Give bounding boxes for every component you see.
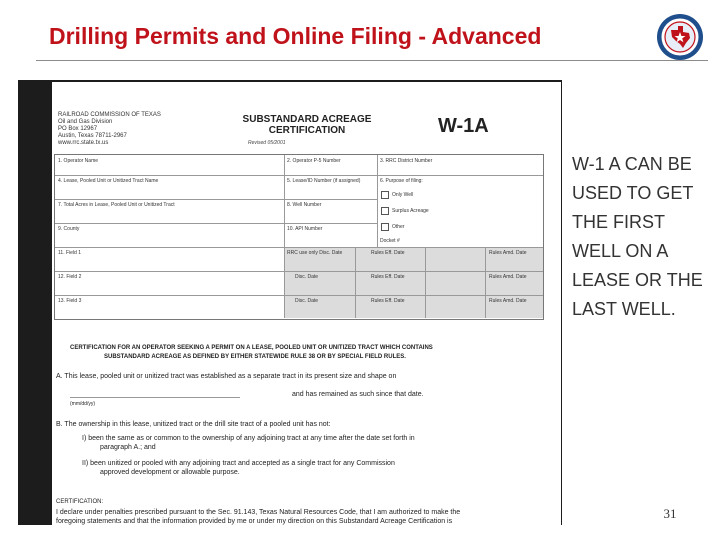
- field-total-acres: 7. Total Acres in Lease, Pooled Unit or Unitized Tract: [58, 202, 175, 208]
- field-2-label: 12. Field 2: [58, 274, 82, 280]
- field-operator-name: 1. Operator Name: [58, 158, 99, 164]
- grid-rule: [55, 271, 543, 272]
- field-purpose: 6. Purpose of filing:: [380, 178, 423, 184]
- certification-label: CERTIFICATION:: [56, 499, 104, 505]
- certification-heading: CERTIFICATION FOR AN OPERATOR SEEKING A PERMIT ON A LEASE, POOLED UNIT OR UNITIZED TRACT WHICH CONTAINS: [70, 345, 433, 351]
- disc-date-label: Disc. Date: [295, 298, 319, 304]
- grid-rule: [355, 247, 356, 318]
- grid-rule: [55, 223, 377, 224]
- agency-line: PO Box 12967: [58, 126, 98, 132]
- field-3-label: 13. Field 3: [58, 298, 82, 304]
- field-district: 3. RRC District Number: [380, 158, 433, 164]
- docket-label: Docket #: [380, 238, 400, 244]
- item-a-text: A. This lease, pooled unit or unitized tract was established as a separate tract in its present size and shape on: [56, 373, 397, 380]
- grid-rule: [55, 247, 543, 248]
- certification-text-cont: foregoing statements and that the information provided by me or under my direction on this Substandard Acreage Certification is: [56, 518, 453, 525]
- slide-title: Drilling Permits and Online Filing - Advanced: [49, 23, 542, 49]
- railroad-commission-seal-icon: [656, 13, 704, 61]
- slide-number: 31: [663, 506, 677, 521]
- item-b1-text: I) been the same as or common to the ownership of any adjoining tract at any time after the date set forth in: [82, 435, 415, 442]
- grid-rule: [55, 295, 543, 296]
- agency-line: www.rrc.state.tx.us: [58, 140, 109, 146]
- agency-line: RAILROAD COMMISSION OF TEXAS: [58, 112, 161, 118]
- grid-rule: [377, 155, 378, 247]
- grid-rule: [284, 155, 285, 318]
- surplus-acreage-checkbox: [381, 207, 389, 215]
- agency-address: [58, 112, 161, 147]
- rules-amd-date-label: Rules Amd. Date: [489, 298, 527, 304]
- form-id: W-1A: [438, 115, 489, 137]
- only-well-checkbox: [381, 191, 389, 199]
- surplus-acreage-label: Surplus Acreage: [392, 208, 429, 214]
- item-b-text: B. The ownership in this lease, unitized tract or the drill site tract of a pooled unit has not:: [56, 421, 331, 428]
- w1a-form-document: [52, 82, 561, 525]
- rules-eff-date-label: Rules Eff. Date: [371, 298, 405, 304]
- form-fields-grid: [54, 154, 544, 320]
- other-checkbox: [381, 223, 389, 231]
- form-heading-line1: SUBSTANDARD ACREAGE: [242, 114, 372, 125]
- rules-amd-date-label: Rules Amd. Date: [489, 274, 527, 280]
- form-heading-line2: CERTIFICATION: [268, 125, 346, 136]
- disc-date-label: Disc. Date: [295, 274, 319, 280]
- field-well-number: 8. Well Number: [287, 202, 322, 208]
- item-b2-continued: approved development or allowable purpose.: [100, 469, 240, 476]
- field-operator-p5: 2. Operator P-5 Number: [287, 158, 341, 164]
- form-heading: [222, 114, 392, 136]
- certification-text: I declare under penalties prescribed pursuant to the Sec. 91.143, Texas Natural Resources Code, that I am authorized to make the: [56, 509, 461, 516]
- rrc-use-shaded-area: [284, 247, 543, 318]
- agency-line: Austin, Texas 78711-2967: [58, 133, 127, 139]
- date-format-hint: (mm/dd/yy): [70, 401, 95, 407]
- only-well-label: Only Well: [392, 192, 414, 198]
- rrc-use-disc-date: RRC use only Disc. Date: [287, 250, 343, 256]
- date-blank-line: [70, 397, 240, 398]
- revision-date: Revised 05/2001: [248, 140, 286, 146]
- grid-rule: [425, 247, 426, 318]
- field-county: 9. County: [58, 226, 80, 232]
- field-1-label: 11. Field 1: [58, 250, 81, 256]
- item-a-continued: and has remained as such since that date.: [292, 391, 424, 398]
- field-lease-id: 5. Lease/ID Number (if assigned): [287, 178, 361, 184]
- other-label: Other: [392, 224, 405, 230]
- field-api-number: 10. API Number: [287, 226, 323, 232]
- rules-eff-date-label: Rules Eff. Date: [371, 250, 405, 256]
- item-b1-continued: paragraph A.; and: [100, 444, 156, 451]
- grid-rule: [55, 175, 543, 176]
- title-divider: [36, 60, 708, 61]
- slide-side-note: W-1 A CAN BE USED TO GET THE FIRST WELL ON A LEASE OR THE LAST WELL.: [572, 154, 703, 319]
- grid-rule: [485, 247, 486, 318]
- field-lease-name: 4. Lease, Pooled Unit or Unitized Tract Name: [58, 178, 159, 184]
- certification-heading-cont: SUBSTANDARD ACREAGE AS DEFINED BY EITHER STATEWIDE RULE 38 OR BY SPECIAL FIELD RULES.: [104, 354, 406, 360]
- grid-rule: [55, 199, 377, 200]
- rules-amd-date-label: Rules Amd. Date: [489, 250, 527, 256]
- item-b2-text: II) been unitized or pooled with any adjoining tract and accepted as a single tract for any Commission: [82, 460, 395, 467]
- rules-eff-date-label: Rules Eff. Date: [371, 274, 405, 280]
- agency-line: Oil and Gas Division: [58, 119, 113, 125]
